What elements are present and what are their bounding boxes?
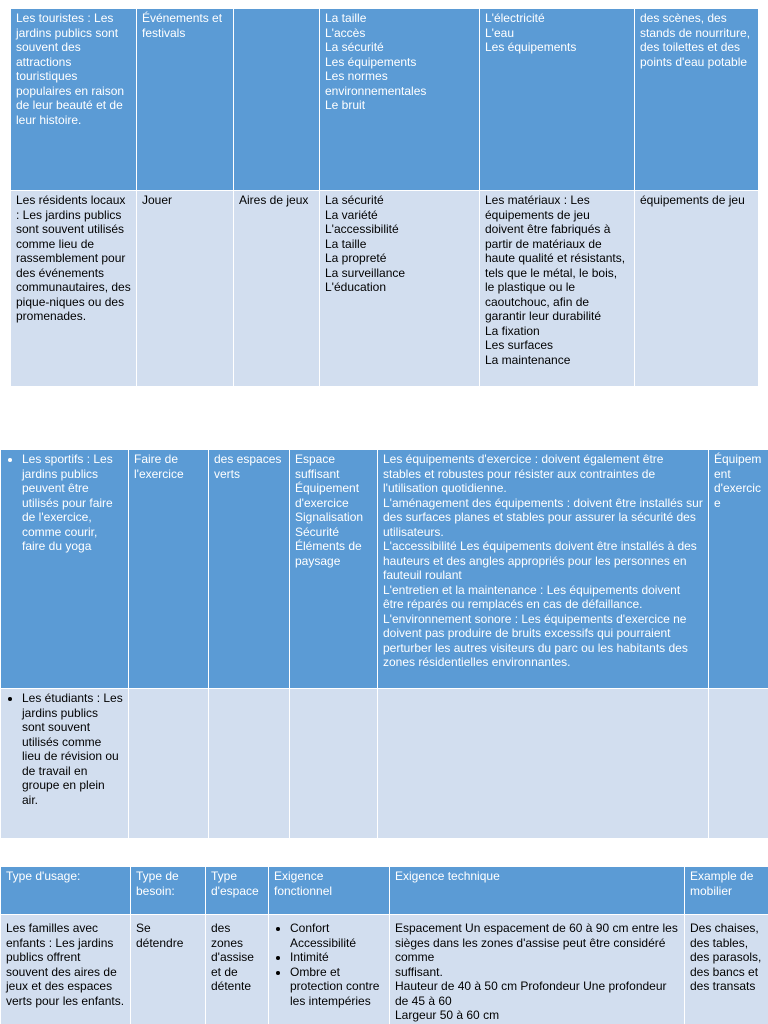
cell-furniture-example: des scènes, des stands de nourriture, des toilettes et des points d'eau potable [635,9,759,191]
cell-furniture-example [709,689,768,839]
cell-space-type [209,689,290,839]
table [0,866,768,1024]
bullet-list [274,921,384,1008]
cell-technical-requirements: Les matériaux : Les équipements de jeu doivent être fabriqués à partir de matériaux de haute qualité et résistants, tels que le métal, le bois, le plastique ou le caoutchouc, afin de garantir leur durabilité La fixation Les surfaces La maintenance [480,191,635,387]
cell-space-type: Aires de jeux [234,191,320,387]
table-row [11,9,759,191]
cell-space-type: des espaces verts [209,450,290,689]
cell-need-type: Se détendre [131,915,206,1024]
header-user-type: Type d'usage: [1,867,131,915]
cell-technical-requirements: L'électricité L'eau Les équipements [480,9,635,191]
cell-functional-requirements [269,915,390,1024]
list-item: • Ombre et protection contre les intempéries [290,965,384,1009]
requirements-table-3 [0,866,768,1024]
table-row [1,450,768,689]
cell-need-type: Jouer [137,191,234,387]
table-row [1,689,768,839]
cell-user-type [1,689,129,839]
table-row [1,915,768,1024]
bullet-list [6,452,123,554]
list-item: • Confort Accessibilité [290,921,384,950]
cell-functional-requirements: La taille L'accès La sécurité Les équipements Les normes environnementales Le bruit [320,9,480,191]
table-row [11,191,759,387]
cell-furniture-example: Des chaises, des tables, des parasols, des bancs et des transats [685,915,768,1024]
header-technical-requirements: Exigence technique [390,867,685,915]
cell-user-type [1,450,129,689]
cell-need-type: Faire de l'exercice [129,450,209,689]
list-item: • Les étudiants : Les jardins publics sont souvent utilisés comme lieu de révision ou de travail en groupe en plein air. [22,691,123,807]
cell-functional-requirements: Espace suffisant Équipement d'exercice Signalisation Sécurité Éléments de paysage [290,450,378,689]
cell-functional-requirements: La sécurité La variété L'accessibilité La taille La propreté La surveillance L'éducation [320,191,480,387]
cell-functional-requirements [290,689,378,839]
header-need-type: Type de besoin: [131,867,206,915]
requirements-table-2 [0,449,768,838]
requirements-table-1 [10,8,758,386]
cell-furniture-example: Équipement d'exercice [709,450,768,689]
header-functional-requirements: Exigence fonctionnel [269,867,390,915]
cell-technical-requirements: Espacement Un espacement de 60 à 90 cm entre les sièges dans les zones d'assise peut être considéré comme suffisant. Hauteur de 40 à 50 cm Profondeur Une profondeur de 45 à 60 Largeur 50 à 60 cm [390,915,685,1024]
cell-space-type: des zones d'assise et de détente [206,915,269,1024]
cell-technical-requirements: Les équipements d'exercice : doivent également être stables et robustes pour résister aux contraintes de l'utilisation quotidienne. L'aménagement des équipements : doivent être installés sur des surfaces planes et stables pour assurer la sécurité des utilisateurs. L'accessibilité Les équipements doivent être installés à des hauteurs et des angles appropriés pour les personnes en fauteuil roulant L'entretien et la maintenance : Les équipements doivent être réparés ou remplacés en cas de défaillance. L'environnement sonore : Les équipements d'exercice ne doivent pas produire de bruits excessifs qui pourraient perturber les autres visiteurs du parc ou les habitants des zones résidentielles environnantes. [378,450,709,689]
table [0,449,768,838]
cell-furniture-example: équipements de jeu [635,191,759,387]
cell-user-type: Les touristes : Les jardins publics sont souvent des attractions touristiques populaires en raison de leur beauté et de leur histoire. [11,9,137,191]
cell-user-type: Les familles avec enfants : Les jardins publics offrent souvent des aires de jeux et des espaces verts pour les enfants. [1,915,131,1024]
header-furniture-example: Example de mobilier [685,867,768,915]
cell-need-type [129,689,209,839]
table [10,8,758,386]
bullet-list [6,691,123,807]
list-item: • Intimité [290,950,384,965]
table-header-row [1,867,768,915]
list-item: • Les sportifs : Les jardins publics peuvent être utilisés pour faire de l'exercice, comme courir, faire du yoga [22,452,123,554]
cell-technical-requirements [378,689,709,839]
cell-space-type [234,9,320,191]
cell-need-type: Événements et festivals [137,9,234,191]
header-space-type: Type d'espace [206,867,269,915]
cell-user-type: Les résidents locaux : Les jardins publics sont souvent utilisés comme lieu de rassemblement pour des événements communautaires, des pique-niques ou des promenades. [11,191,137,387]
